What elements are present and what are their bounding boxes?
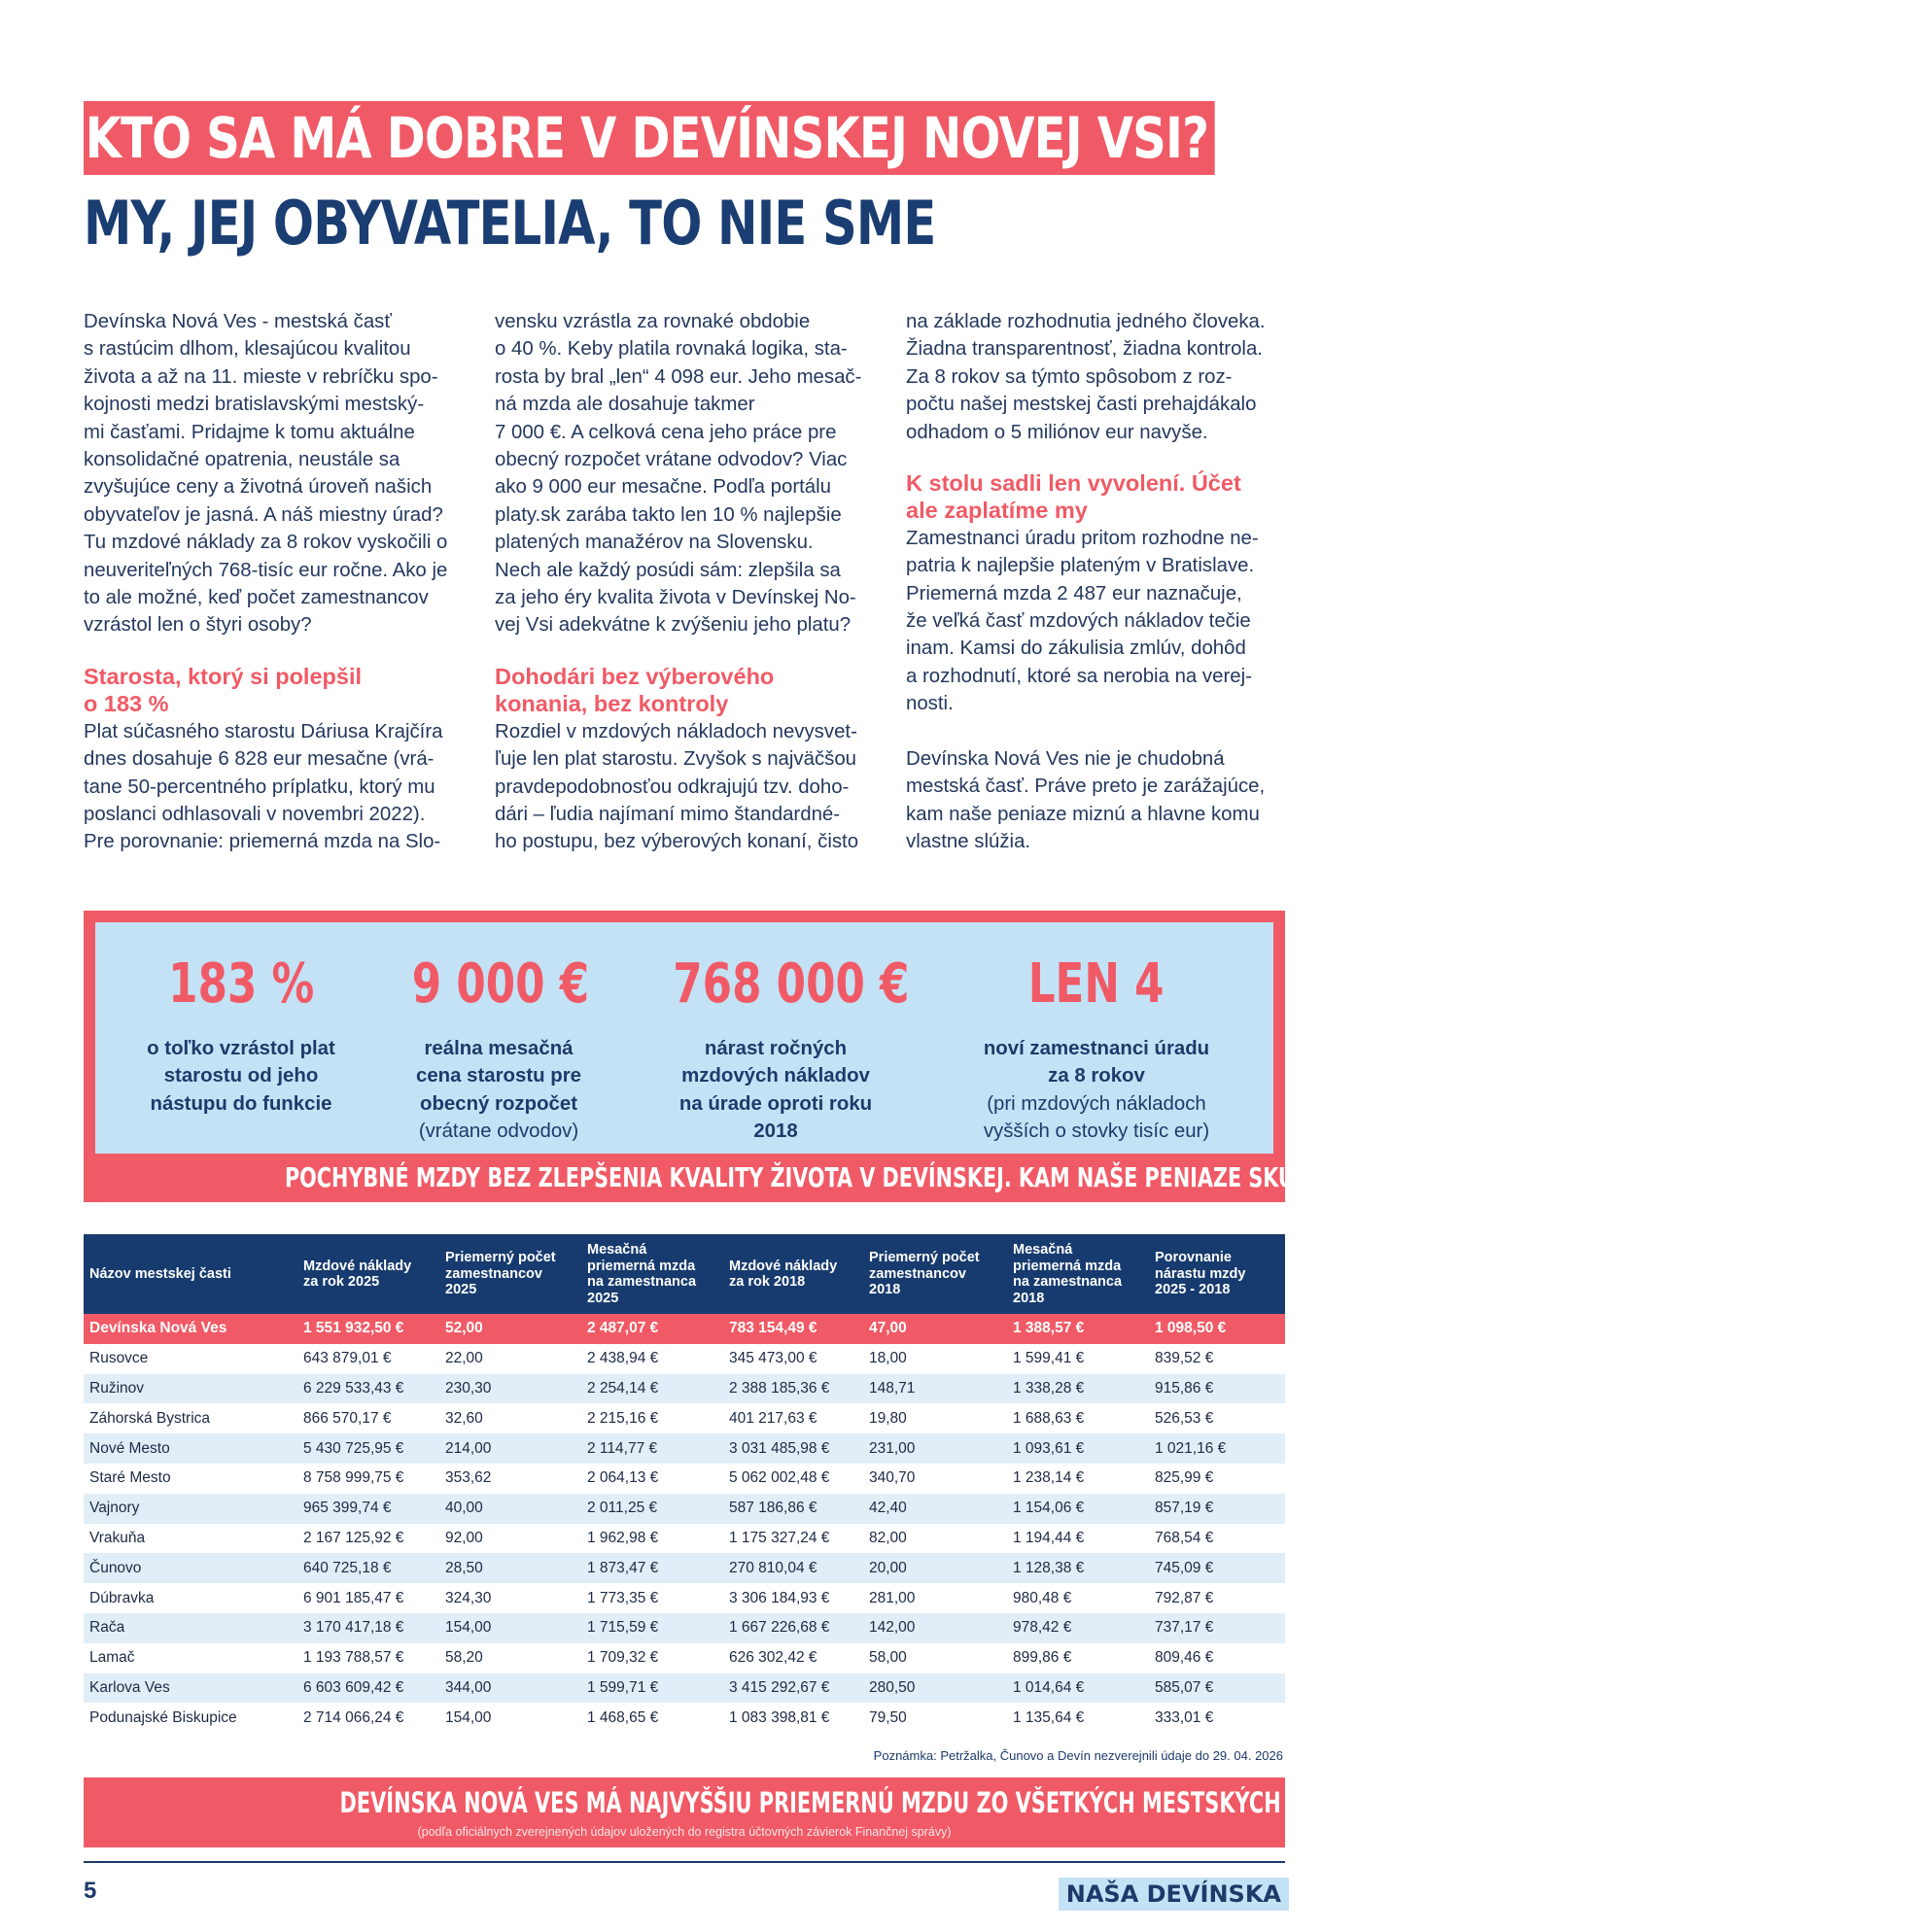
table-cell: 1 154,06 €: [1007, 1494, 1149, 1524]
table-cell: 214,00: [439, 1433, 581, 1464]
table-cell: 768,54 €: [1155, 1529, 1214, 1546]
table-header-cell: Mesačná priemerná mzda na zamestnanca 2025: [581, 1234, 723, 1314]
table-header-cell: Názov mestskej časti: [84, 1234, 297, 1314]
table-cell: 2 714 066,24 €: [303, 1708, 404, 1726]
table-cell: 1 093,61 €: [1007, 1433, 1149, 1464]
table-note: Poznámka: Petržalka, Čunovo a Devín nezverejnili údaje do 29. 04. 2026: [873, 1748, 1283, 1763]
table-cell: 6 901 185,47 €: [303, 1589, 404, 1606]
table-header-cell: Mzdové náklady za rok 2018: [723, 1234, 863, 1314]
table-cell: 42,40: [863, 1494, 1007, 1524]
district-name-cell: Rusovce: [89, 1350, 149, 1367]
stats-panel: [95, 922, 1273, 1154]
table-row: [84, 1344, 1285, 1374]
table-cell: 1 135,64 €: [1013, 1708, 1085, 1726]
table-cell: 281,00: [869, 1589, 916, 1606]
district-name-cell: Vajnory: [84, 1494, 297, 1524]
stats-box: [84, 911, 1431, 1202]
table-cell: 866 570,17 €: [303, 1409, 392, 1427]
table-row: [84, 1613, 1285, 1643]
table-cell: 1 873,47 €: [581, 1553, 723, 1583]
table-cell: 640 725,18 €: [297, 1553, 439, 1583]
article-column-2: [495, 308, 876, 856]
table-cell: 344,00: [439, 1673, 581, 1704]
article-column-3: [906, 308, 1287, 855]
table-cell: 1 551 932,50 €: [297, 1314, 439, 1344]
col3-subhead: K stolu sadli len vyvolení. Účet ale zaplatíme my: [906, 470, 1241, 524]
table-cell: 1 098,50 €: [1149, 1314, 1285, 1344]
table-cell: 2 167 125,92 €: [303, 1529, 404, 1546]
table-cell: 1 388,57 €: [1007, 1314, 1149, 1344]
col3-body: Zamestnanci úradu pritom rozhodne ne- patria k najlepšie plateným v Bratislave. Priemerná mzda 2 487 eur naznačuje, že veľká časť mzdových nákladov tečie inam. Kamsi do zákulisia zmlúv, dohôd a rozhodnutí, ktoré sa nerobia na verej- nosti.: [906, 527, 1259, 715]
table-cell: 1 468,65 €: [587, 1708, 659, 1726]
table-cell: 809,46 €: [1155, 1649, 1214, 1667]
stat-salary-growth: [124, 922, 358, 1118]
table-cell: 19,80: [869, 1409, 907, 1427]
table-cell: 839,52 €: [1155, 1350, 1214, 1367]
table-cell: 58,20: [445, 1649, 483, 1667]
table-cell: 1 667 226,68 €: [723, 1613, 863, 1643]
table-row: [84, 1553, 1285, 1583]
table-cell: 22,00: [445, 1350, 483, 1367]
district-name-cell: Čunovo: [84, 1553, 297, 1583]
table-cell: 333,01 €: [1155, 1708, 1214, 1726]
table-cell: 58,00: [869, 1649, 907, 1667]
table-row: [84, 1643, 1285, 1673]
district-name-cell: Devínska Nová Ves: [84, 1314, 297, 1344]
table-cell: 154,00: [439, 1613, 581, 1643]
stat-new-employees: [951, 922, 1242, 1146]
salary-table: [84, 1234, 1285, 1733]
footer-banner-title: [84, 1781, 1657, 1824]
table-cell: 2 438,94 €: [587, 1350, 659, 1367]
stat-note: (pri mzdových nákladoch vyšších o stovky tisíc eur): [983, 1092, 1210, 1143]
district-name-cell: Ružinov: [84, 1374, 297, 1404]
table-cell: 3 306 184,93 €: [729, 1589, 830, 1606]
article-column-1: [84, 308, 465, 856]
stat-description: nárast ročných mzdových nákladov na úrade oproti roku 2018: [678, 1038, 873, 1143]
footer-banner: [84, 1777, 1657, 1847]
table-cell: 915,86 €: [1149, 1374, 1285, 1404]
district-name-cell: Záhorská Bystrica: [89, 1409, 211, 1427]
page-number: 5: [84, 1878, 97, 1904]
table-cell: 324,30: [445, 1589, 492, 1606]
table-cell: 20,00: [863, 1553, 1007, 1583]
table-header-cell: Porovnanie nárastu mzdy 2025 - 2018: [1149, 1234, 1285, 1314]
table-cell: 32,60: [445, 1409, 483, 1427]
table-cell: 3 031 485,98 €: [723, 1433, 863, 1464]
table-cell: 1 175 327,24 €: [729, 1529, 830, 1546]
district-name-cell: Lamač: [89, 1649, 135, 1667]
table-cell: 792,87 €: [1155, 1589, 1214, 1606]
table-cell: 857,19 €: [1149, 1494, 1285, 1524]
table-cell: 92,00: [445, 1529, 483, 1546]
table-cell: 2 114,77 €: [581, 1433, 723, 1464]
table-row: [84, 1673, 1285, 1704]
footer-banner-title-text: DEVÍNSKA NOVÁ VES MÁ NAJVYŠŠIU PRIEMERNÚ MZDU ZO VŠETKÝCH MESTSKÝCH ČASTÍ BRATISLAVY ZA ROK 2025: [339, 1786, 1657, 1819]
table-row: [84, 1524, 1285, 1554]
stat-note: (vrátane odvodov): [418, 1121, 579, 1143]
table-cell: 40,00: [439, 1494, 581, 1524]
table-header-cell: Mzdové náklady za rok 2025: [297, 1234, 439, 1314]
table-cell: 745,09 €: [1149, 1553, 1285, 1583]
stats-banner: [84, 1156, 1431, 1200]
stat-description: reálna mesačná cena starostu pre obecný rozpočet: [416, 1038, 581, 1115]
table-cell: 280,50: [863, 1673, 1007, 1704]
footer-divider: [84, 1861, 1285, 1863]
table-cell: 643 879,01 €: [303, 1350, 392, 1367]
table-cell: 401 217,63 €: [729, 1409, 817, 1427]
district-name-cell: Vrakuňa: [89, 1529, 146, 1546]
table-cell: 6 229 533,43 €: [297, 1374, 439, 1404]
table-cell: 587 186,86 €: [723, 1494, 863, 1524]
table-cell: 1 715,59 €: [581, 1613, 723, 1643]
table-row: [84, 1583, 1285, 1613]
table-cell: 2 254,14 €: [581, 1374, 723, 1404]
table-cell: 154,00: [445, 1708, 492, 1726]
stat-cost-increase: [640, 922, 912, 1146]
table-cell: 1 194,44 €: [1013, 1529, 1085, 1546]
table-cell: 47,00: [863, 1314, 1007, 1344]
table-cell: 2 388 185,36 €: [723, 1374, 863, 1404]
col2-intro: vensku vzrástla za rovnaké obdobie o 40 %. Keby platila rovnaká logika, sta- rosta by bral „len“ 4 098 eur. Jeho mesač- ná mzda ale dosahuje takmer 7 000 €. A celková cena jeho práce pre obecný rozpočet vrátane odvodov? Viac ako 9 000 eur mesačne. Podľa portálu platy.sk zarába takto len 10 % najlepšie platených manažérov na Slovensku. Nech ale každý posúdi sám: zlepšila sa za jeho éry kvalita života v Devínskej No- vej Vsi adekvátne k zvýšeniu jeho platu?: [495, 311, 862, 637]
district-name-cell: Nové Mesto: [84, 1433, 297, 1464]
stats-banner-text: POCHYBNÉ MZDY BEZ ZLEPŠENIA KVALITY ŽIVOTA V DEVÍNSKEJ. KAM NAŠE PENIAZE SKUTOČNE IDÚ?: [284, 1161, 1431, 1193]
table-cell: 6 603 609,42 €: [297, 1673, 439, 1704]
stat-description: o toľko vzrástol plat starostu od jeho nástupu do funkcie: [147, 1038, 335, 1115]
table-cell: 353,62: [445, 1469, 492, 1487]
table-cell: 1 014,64 €: [1007, 1673, 1149, 1704]
district-name-cell: Staré Mesto: [89, 1469, 171, 1487]
table-row: [84, 1374, 1285, 1404]
table-cell: 1 773,35 €: [587, 1589, 659, 1606]
table-cell: 3 170 417,18 €: [297, 1613, 439, 1643]
col2-subhead: Dohodári bez výberového konania, bez kontroly: [495, 663, 775, 717]
table-body: [84, 1314, 1285, 1733]
table-cell: 585,07 €: [1149, 1673, 1285, 1704]
col1-body: Plat súčasného starostu Dáriusa Krajčíra dnes dosahuje 6 828 eur mesačne (vrá- tane 50-percentného príplatku, ktorý mu poslanci odhlasovali v novembri 2022). Pre porovnanie: priemerná mzda na Slo-: [84, 720, 443, 853]
table-cell: 148,71: [863, 1374, 1007, 1404]
table-cell: 231,00: [863, 1433, 1007, 1464]
col3-intro: na základe rozhodnutia jedného človeka. Žiadna transparentnosť, žiadna kontrola. Za 8 rokov sa týmto spôsobom z roz- počtu našej mestskej časti prehajdákalo odhadom o 5 miliónov eur navyše.: [906, 311, 1266, 443]
table-cell: 1 021,16 €: [1149, 1433, 1285, 1464]
headline-line2: MY, JEJ OBYVATELIA, TO NIE SME: [84, 188, 936, 259]
table-header-cell: Mesačná priemerná mzda na zamestnanca 2018: [1007, 1234, 1149, 1314]
table-cell: 2 064,13 €: [587, 1469, 659, 1487]
table-row: [84, 1403, 1285, 1433]
table-cell: 2 215,16 €: [587, 1409, 659, 1427]
footer-banner-subtitle: (podľa oficiálnych zverejnených údajov uložených do registra účtovných závierok Finančnej správy): [417, 1825, 952, 1839]
table-cell: 1 599,71 €: [581, 1673, 723, 1704]
table-cell: 526,53 €: [1155, 1409, 1214, 1427]
table-cell: 5 430 725,95 €: [297, 1433, 439, 1464]
col1-subhead: Starosta, ktorý si polepšil o 183 %: [84, 663, 363, 717]
stat-monthly-cost: [387, 922, 610, 1146]
stat-value: 183 %: [167, 952, 315, 1016]
table-header-row: [84, 1234, 1285, 1314]
table-cell: 825,99 €: [1155, 1469, 1214, 1487]
table-cell: 965 399,74 €: [297, 1494, 439, 1524]
table-row-highlight: [84, 1314, 1285, 1344]
stat-value: LEN 4: [1028, 952, 1165, 1016]
table-cell: 230,30: [439, 1374, 581, 1404]
district-name-cell: Rača: [84, 1613, 297, 1643]
table-cell: 1 238,14 €: [1013, 1469, 1085, 1487]
table-cell: 737,17 €: [1149, 1613, 1285, 1643]
table-cell: 2 011,25 €: [581, 1494, 723, 1524]
district-name-cell: Karlova Ves: [84, 1673, 297, 1704]
table-cell: 1 193 788,57 €: [303, 1649, 404, 1667]
table-cell: 1 709,32 €: [587, 1649, 659, 1667]
district-name-cell: Dúbravka: [89, 1589, 155, 1606]
table-row: [84, 1703, 1285, 1733]
table-cell: 79,50: [869, 1708, 907, 1726]
table-cell: 1 338,28 €: [1007, 1374, 1149, 1404]
table-cell: 270 810,04 €: [723, 1553, 863, 1583]
table-row: [84, 1464, 1285, 1494]
table-cell: 978,42 €: [1007, 1613, 1149, 1643]
col2-body: Rozdiel v mzdových nákladoch nevysvet- ľuje len plat starostu. Zvyšok s najväčšou pravdepodobnosťou odkrajujú tzv. doho- dári – ľudia najímaní mimo štandardné- ho postupu, bez výberových konaní, čisto: [495, 720, 859, 853]
table-cell: 28,50: [439, 1553, 581, 1583]
table-cell: 783 154,49 €: [723, 1314, 863, 1344]
col3-closing: Devínska Nová Ves nie je chudobná mestská časť. Práve preto je zarážajúce, kam naše peniaze miznú a hlavne komu vlastne slúžia.: [906, 747, 1266, 852]
table-cell: 82,00: [869, 1529, 907, 1546]
table-cell: 2 487,07 €: [581, 1314, 723, 1344]
table-cell: 1 599,41 €: [1013, 1350, 1085, 1367]
table-cell: 980,48 €: [1013, 1589, 1072, 1606]
stat-value: 768 000 €: [673, 952, 910, 1016]
table-header-cell: Priemerný počet zamestnancov 2025: [439, 1234, 581, 1314]
table-row: [84, 1433, 1285, 1464]
table-cell: 899,86 €: [1013, 1649, 1072, 1667]
col1-intro: Devínska Nová Ves - mestská časť s rastúcim dlhom, klesajúcou kvalitou života a až na 11. mieste v rebríčku spo- kojnosti medzi bratislavskými mestský- mi časťami. Pridajme k tomu aktuálne konsolidačné opatrenia, neustále sa zvyšujúce ceny a životná úroveň našich obyvateľov je jasná. A náš miestny úrad? Tu mzdové náklady za 8 rokov vyskočili o neuveriteľných 768-tisíc eur ročne. Ako je to ale možné, keď počet zamestnancov vzrástol len o štyri osoby?: [84, 311, 448, 637]
table-cell: 3 415 292,67 €: [723, 1673, 863, 1704]
table-cell: 1 962,98 €: [587, 1529, 659, 1546]
table-cell: 52,00: [439, 1314, 581, 1344]
stat-description: noví zamestnanci úradu za 8 rokov: [983, 1038, 1210, 1087]
table-cell: 340,70: [869, 1469, 916, 1487]
table-cell: 18,00: [869, 1350, 907, 1367]
table-cell: 1 688,63 €: [1013, 1409, 1085, 1427]
table-cell: 8 758 999,75 €: [303, 1469, 404, 1487]
table-cell: 1 083 398,81 €: [729, 1708, 830, 1726]
stat-value: 9 000 €: [411, 952, 590, 1016]
headline-line1: KTO SA MÁ DOBRE V DEVÍNSKEJ NOVEJ VSI?: [84, 101, 1215, 175]
table-cell: 626 302,42 €: [729, 1649, 817, 1667]
table-cell: 142,00: [863, 1613, 1007, 1643]
brand-logo: NAŠA DEVÍNSKA: [1059, 1878, 1289, 1911]
district-name-cell: Podunajské Biskupice: [89, 1708, 237, 1726]
table-row: [84, 1494, 1285, 1524]
table-cell: 5 062 002,48 €: [729, 1469, 830, 1487]
table-header-cell: Priemerný počet zamestnancov 2018: [863, 1234, 1007, 1314]
table-cell: 345 473,00 €: [729, 1350, 817, 1367]
table-cell: 1 128,38 €: [1007, 1553, 1149, 1583]
